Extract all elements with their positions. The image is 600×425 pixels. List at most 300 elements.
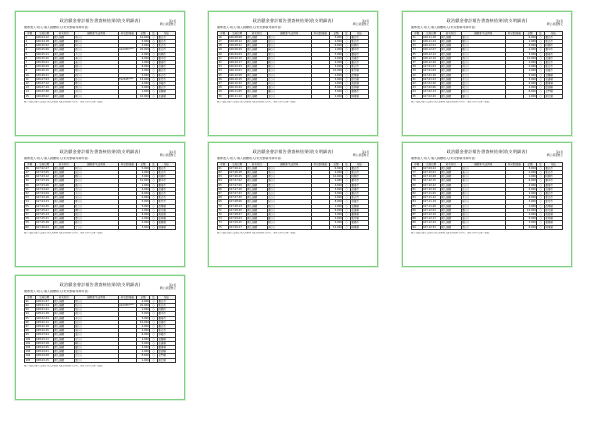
table-cell: 個人捐贈 (246, 77, 267, 81)
table-cell: 5,000 (136, 166, 150, 170)
table-cell: ○ (343, 200, 351, 204)
table-cell: 3,000 (329, 213, 343, 217)
table-cell: 108.03.25 (35, 346, 53, 350)
table-cell: 林○○ (74, 44, 118, 48)
table-cell: ○ (150, 61, 158, 65)
table-cell: 錢○○ (461, 221, 505, 225)
table-cell: 新北市 (544, 171, 562, 175)
table-cell: 個人捐贈 (53, 354, 74, 358)
table-cell: 107.10.08 (422, 175, 440, 179)
table-cell: 103 (25, 350, 36, 354)
table-cell (118, 358, 136, 362)
table-cell: 高雄市 (157, 320, 175, 324)
table-cell: 107.03.05 (35, 171, 53, 175)
table-cell: 5,000 (523, 187, 537, 191)
table-cell: ○ (343, 94, 351, 98)
table-cell: 106.08.29 (228, 48, 246, 52)
table-row (218, 94, 369, 98)
table-cell: 14 (25, 90, 36, 94)
table-cell: 106.11.05 (228, 90, 246, 94)
table-cell: 2,000 (136, 82, 150, 86)
table-cell: ○ (150, 221, 158, 225)
table-cell: ○ (150, 358, 158, 362)
table-cell: 嘉義縣 (544, 221, 562, 225)
table-cell: ○ (537, 200, 545, 204)
currency-unit: 單位:新臺幣元 (546, 154, 563, 157)
table-cell: 新北市 (350, 65, 368, 69)
table-cell: 79 (412, 179, 423, 183)
table-cell: 51 (25, 187, 36, 191)
table-cell: 107.12.17 (422, 217, 440, 221)
table-cell: 97 (25, 325, 36, 329)
table-cell: ○ (343, 86, 351, 90)
table-cell: ○ (150, 40, 158, 44)
table-cell: ○ (537, 94, 545, 98)
table-cell: ○ (343, 56, 351, 60)
table-cell: 106.09.04 (228, 52, 246, 56)
table-cell: 個人捐贈 (440, 48, 461, 52)
table-cell: 南投縣 (157, 213, 175, 217)
table-cell: 10,000 (136, 320, 150, 324)
table-cell: 107.02.20 (422, 94, 440, 98)
table-cell: ○ (343, 90, 351, 94)
table-cell: ○ (343, 204, 351, 208)
column-header: 交易日期 (422, 162, 440, 166)
table-cell: 106.10.29 (228, 86, 246, 90)
table-cell: 董○○ (267, 175, 311, 179)
table-cell (505, 225, 523, 229)
table-cell: 宜蘭縣 (157, 337, 175, 341)
table-cell: ○ (343, 196, 351, 200)
table-cell: ○ (150, 200, 158, 204)
page-footer-note: 備註:依政治獻金法規定,個人捐贈收入應填列捐贈者姓名、地址及身分證統一編號。 (411, 231, 492, 234)
table-cell: 84 (412, 200, 423, 204)
table-cell: 個人捐贈 (53, 166, 74, 170)
table-cell: 36 (412, 56, 423, 60)
table-cell: 個人捐贈 (53, 350, 74, 354)
table-cell: ○ (537, 69, 545, 73)
table-cell: 康○○ (461, 175, 505, 179)
page-footer-note: 備註:依政治獻金法規定,個人捐贈收入應填列捐贈者姓名、地址及身分證統一編號。 (217, 100, 298, 103)
ledger-header (412, 162, 563, 166)
table-cell: 4,000 (329, 61, 343, 65)
table-cell: ○ (343, 225, 351, 229)
table-cell: 個人捐贈 (246, 196, 267, 200)
table-cell: 古○○ (267, 196, 311, 200)
table-cell: 姚○○ (267, 204, 311, 208)
table-cell: 個人捐贈 (53, 217, 74, 221)
table-cell: 59 (25, 221, 36, 225)
table-cell: 龔○○ (461, 208, 505, 212)
table-cell: 鄒○○ (461, 192, 505, 196)
table-cell: 個人捐贈 (440, 56, 461, 60)
table-cell: 6,000 (523, 35, 537, 39)
table-cell: 辛○○ (74, 316, 118, 320)
table-cell: 106.07.26 (35, 90, 53, 94)
table-cell: 個人捐贈 (53, 73, 74, 77)
table-cell: 2,000 (523, 48, 537, 52)
header-row (25, 31, 176, 35)
table-cell: 2,000 (329, 73, 343, 77)
table-cell: 5,000 (136, 221, 150, 225)
table-cell: 91 (25, 299, 36, 303)
table-cell: 5,000 (523, 44, 537, 48)
table-cell: 鐘○○ (74, 346, 118, 350)
currency-unit: 單位:新臺幣元 (352, 23, 369, 26)
column-header: 收支科目 (53, 162, 74, 166)
table-cell: 106.04.12 (35, 35, 53, 39)
table-cell: 7 (25, 61, 36, 65)
table-cell: 86 (412, 208, 423, 212)
table-cell: 108.01.14 (35, 304, 53, 308)
table-cell: 1,000 (523, 175, 537, 179)
column-header: 註 (537, 162, 545, 166)
table-cell: 107.12.24 (422, 221, 440, 225)
table-cell: 許○○ (74, 77, 118, 81)
table-cell: 31 (412, 35, 423, 39)
table-cell: 沈○○ (461, 73, 505, 77)
table-cell: 個人捐贈 (53, 325, 74, 329)
table-cell: 5,000 (136, 200, 150, 204)
table-cell: 個人捐贈 (440, 40, 461, 44)
table-cell: 個人捐贈 (440, 69, 461, 73)
table-cell: 69 (218, 200, 229, 204)
table-cell: 107.01.30 (422, 82, 440, 86)
ledger-header (218, 31, 369, 35)
header-row (218, 31, 369, 35)
table-cell: 臺北市 (544, 35, 562, 39)
table-cell: 94 (25, 312, 36, 316)
table-cell: 個人捐贈 (246, 69, 267, 73)
table-cell: ○ (150, 299, 158, 303)
table-cell: ○ (150, 354, 158, 358)
page-number: 第1頁 (362, 20, 369, 23)
column-header: 序號 (25, 162, 36, 166)
table-cell: 個人捐贈 (440, 192, 461, 196)
table-cell: 8,000 (523, 196, 537, 200)
table-cell: 3,000 (523, 77, 537, 81)
table-cell: 107.09.17 (228, 225, 246, 229)
column-header: 身分證/統編 (311, 162, 329, 166)
table-cell: 20,000 (136, 304, 150, 308)
table-cell: 107.05.28 (35, 221, 53, 225)
table-row (25, 94, 176, 98)
table-cell: 個人捐贈 (53, 65, 74, 69)
column-header: 註 (150, 162, 158, 166)
table-cell: 81 (412, 187, 423, 191)
column-header: 捐贈者/支出對象 (267, 31, 311, 35)
table-cell: 個人捐贈 (246, 200, 267, 204)
table-cell: 新北市 (544, 196, 562, 200)
table-cell: A22345**** (118, 304, 136, 308)
column-header: 註 (343, 162, 351, 166)
table-cell: 20,000 (136, 48, 150, 52)
table-cell: 個人捐贈 (246, 183, 267, 187)
table-cell: 64 (218, 179, 229, 183)
table-cell: 李○○ (74, 56, 118, 60)
table-cell: 臺南市 (157, 61, 175, 65)
table-cell: 新北市 (157, 196, 175, 200)
table-cell: ○ (343, 213, 351, 217)
table-cell: 15 (25, 94, 36, 98)
table-cell: ○ (343, 221, 351, 225)
table-cell: 南投縣 (544, 213, 562, 217)
table-cell: ○ (150, 69, 158, 73)
column-header: 金額 (523, 162, 537, 166)
ledger-table (24, 31, 176, 99)
table-cell: 107.03.26 (35, 183, 53, 187)
document-page (402, 11, 572, 136)
table-cell: 6,000 (136, 192, 150, 196)
table-cell: 1,000 (329, 82, 343, 86)
table-cell: ○ (537, 187, 545, 191)
table-cell: 108.02.25 (35, 329, 53, 333)
table-cell: 1,000 (523, 94, 537, 98)
table-cell: ○ (343, 217, 351, 221)
table-cell: 106.06.15 (35, 69, 53, 73)
table-cell: 2,000 (136, 196, 150, 200)
table-cell: ○ (343, 35, 351, 39)
table-cell: 2,000 (523, 86, 537, 90)
table-cell: ○ (150, 52, 158, 56)
table-cell: 107.07.30 (228, 196, 246, 200)
table-cell: 洪○○ (74, 90, 118, 94)
table-cell: 106.09.23 (228, 65, 246, 69)
page-subtitle: 擬參選人:收入:個人捐贈收入(未完整填列資料者) (24, 26, 89, 29)
table-cell: 105 (25, 358, 36, 362)
table-cell: 臺南市 (157, 316, 175, 320)
table-cell: 個人捐贈 (440, 77, 461, 81)
table-cell: 6,000 (329, 44, 343, 48)
table-cell: 新北市 (157, 304, 175, 308)
column-header: 身分證/統編 (311, 31, 329, 35)
table-cell: 107.01.09 (422, 69, 440, 73)
table-cell: 107.02.27 (35, 166, 53, 170)
table-cell: 個人捐贈 (53, 187, 74, 191)
table-cell: 翁○○ (74, 171, 118, 175)
table-cell: 陳○○ (74, 40, 118, 44)
table-cell: 27 (218, 82, 229, 86)
table-cell: 107.07.16 (228, 187, 246, 191)
table-cell: 個人捐贈 (246, 48, 267, 52)
table-cell: 106.11.18 (422, 35, 440, 39)
table-cell: 歐○○ (267, 217, 311, 221)
table-cell: 嚴○○ (461, 213, 505, 217)
table-cell: 96 (25, 320, 36, 324)
table-cell: 臺東縣 (350, 213, 368, 217)
table-cell: 37 (412, 61, 423, 65)
table-cell: 106.12.13 (422, 52, 440, 56)
table-cell: 個人捐贈 (53, 308, 74, 312)
table-cell: 個人捐贈 (53, 346, 74, 350)
table-cell: ○ (537, 40, 545, 44)
table-cell: 90 (412, 225, 423, 229)
table-cell: 106.12.26 (422, 61, 440, 65)
table-cell: 108.03.04 (35, 333, 53, 337)
table-cell: 107.06.11 (228, 166, 246, 170)
table-cell: 臺北市 (350, 166, 368, 170)
table-cell: 2,000 (136, 52, 150, 56)
page-subtitle: 擬參選人:收入:個人捐贈收入(未完整填列資料者) (217, 26, 282, 29)
column-header: 捐贈者/支出對象 (74, 31, 118, 35)
table-cell: 6 (25, 56, 36, 60)
table-cell: 107.11.26 (422, 204, 440, 208)
table-cell: 彭○○ (461, 52, 505, 56)
table-cell: 臺北市 (157, 86, 175, 90)
table-cell: 個人捐贈 (246, 221, 267, 225)
table-cell: 臺北市 (350, 61, 368, 65)
table-cell: 10,000 (329, 69, 343, 73)
table-cell: 107.07.23 (228, 192, 246, 196)
table-cell: 8 (25, 65, 36, 69)
table-cell: 黃○○ (461, 171, 505, 175)
table-cell: 個人捐贈 (246, 44, 267, 48)
table-cell: 60 (25, 225, 36, 229)
table-cell: 28 (218, 86, 229, 90)
table-cell: 106.09.17 (228, 61, 246, 65)
column-header: 序號 (25, 31, 36, 35)
table-cell: 106.05.02 (35, 44, 53, 48)
column-header: 收支科目 (53, 31, 74, 35)
table-cell: 湯○○ (267, 225, 311, 229)
table-cell: 卓○○ (267, 166, 311, 170)
table-cell: 金門縣 (544, 90, 562, 94)
table-cell: 個人捐贈 (440, 213, 461, 217)
table-cell: 臺南市 (544, 183, 562, 187)
header-row (412, 162, 563, 166)
column-header: 身分證/統編 (505, 31, 523, 35)
table-row (25, 358, 176, 362)
table-cell: 基隆市 (350, 200, 368, 204)
table-cell: ○ (150, 213, 158, 217)
table-cell: 個人捐贈 (440, 175, 461, 179)
table-cell: 107.05.21 (35, 217, 53, 221)
table-cell: ○ (150, 337, 158, 341)
table-cell: 106.06.21 (35, 73, 53, 77)
table-cell: 108.03.11 (35, 337, 53, 341)
table-cell: 個人捐贈 (440, 225, 461, 229)
column-header: 捐贈者/支出對象 (461, 31, 505, 35)
table-cell: 尤○○ (461, 196, 505, 200)
column-header: 序號 (218, 162, 229, 166)
table-cell: ○ (343, 208, 351, 212)
table-cell: 葉○○ (267, 65, 311, 69)
table-cell: 個人捐贈 (53, 86, 74, 90)
table-cell: 38 (412, 65, 423, 69)
table-cell: 34 (412, 48, 423, 52)
table-cell: 個人捐贈 (246, 35, 267, 39)
ledger-header (412, 31, 563, 35)
table-cell: 106.11.12 (228, 94, 246, 98)
document-page (15, 142, 185, 267)
table-cell: 83 (412, 196, 423, 200)
table-cell: 46 (25, 166, 36, 170)
table-cell: 107.04.09 (35, 192, 53, 196)
column-header: 身分證/統編 (505, 162, 523, 166)
table-cell: 江○○ (267, 77, 311, 81)
table-cell: 6,000 (523, 179, 537, 183)
column-header: 地址 (544, 31, 562, 35)
table-cell: 106.12.07 (422, 48, 440, 52)
table-cell: 107.12.03 (422, 208, 440, 212)
table-cell: 個人捐贈 (53, 35, 74, 39)
table-cell: 15,000 (136, 77, 150, 81)
table-cell: 個人捐贈 (246, 208, 267, 212)
table-cell: 個人捐贈 (440, 171, 461, 175)
table-cell: 39 (412, 69, 423, 73)
table-cell: 107.08.13 (228, 204, 246, 208)
column-header: 序號 (412, 31, 423, 35)
table-cell: 阮○○ (74, 304, 118, 308)
table-cell: 個人捐贈 (440, 217, 461, 221)
table-cell: 107.08.27 (228, 213, 246, 217)
column-header: 序號 (412, 162, 423, 166)
header-row (218, 162, 369, 166)
table-cell: 8,000 (329, 86, 343, 90)
table-cell: 106.10.01 (228, 69, 246, 73)
table-cell: 臺中市 (157, 312, 175, 316)
table-cell: 47 (25, 171, 36, 175)
table-cell: 107.12.31 (422, 225, 440, 229)
table-cell: 49 (25, 179, 36, 183)
table-cell: 5,000 (523, 217, 537, 221)
table-cell: 賀○○ (74, 299, 118, 303)
table-cell: ○ (537, 52, 545, 56)
table-cell: 106.10.08 (228, 73, 246, 77)
table-cell: 個人捐贈 (440, 86, 461, 90)
ledger-table (411, 162, 563, 230)
table-cell: 107.10.15 (422, 179, 440, 183)
table-cell: 唐○○ (267, 179, 311, 183)
table-cell: 顏○○ (461, 94, 505, 98)
table-cell: 何○○ (267, 82, 311, 86)
table-cell: 個人捐贈 (440, 208, 461, 212)
table-cell: 個人捐贈 (53, 56, 74, 60)
table-cell: 107.06.04 (35, 225, 53, 229)
table-cell: 宜蘭縣 (350, 204, 368, 208)
table-cell: 107.06.25 (228, 175, 246, 179)
table-cell: 臺北市 (350, 35, 368, 39)
table-cell: ○ (150, 196, 158, 200)
table-cell: 新北市 (350, 196, 368, 200)
table-cell: 99 (25, 333, 36, 337)
table-cell: ○ (343, 69, 351, 73)
table-cell: 102 (25, 346, 36, 350)
table-cell: 5,000 (329, 192, 343, 196)
table-cell: 72 (218, 213, 229, 217)
table-cell: ○ (150, 44, 158, 48)
table-cell: 1,000 (136, 90, 150, 94)
table-cell: 107.03.12 (35, 175, 53, 179)
table-cell: 55 (25, 204, 36, 208)
table-cell: ○ (343, 171, 351, 175)
page-title: 政治獻金會計報告書查核結果(收支明細表) (252, 18, 334, 23)
table-cell: 101 (25, 341, 36, 345)
table-cell: 2,000 (329, 196, 343, 200)
table-cell: 鍾○○ (461, 48, 505, 52)
table-cell: 40 (412, 73, 423, 77)
table-cell: 程○○ (267, 221, 311, 225)
table-cell: ○ (537, 44, 545, 48)
page-subtitle: 擬參選人:收入:個人捐贈收入(未完整填列資料者) (24, 290, 89, 293)
table-cell: 8,000 (136, 354, 150, 358)
table-cell: 10,000 (329, 175, 343, 179)
table-cell: 宋○○ (74, 196, 118, 200)
table-cell: ○ (343, 166, 351, 170)
table-cell: 盧○○ (461, 82, 505, 86)
table-cell: 108.01.28 (35, 312, 53, 316)
table-cell: ○ (537, 217, 545, 221)
